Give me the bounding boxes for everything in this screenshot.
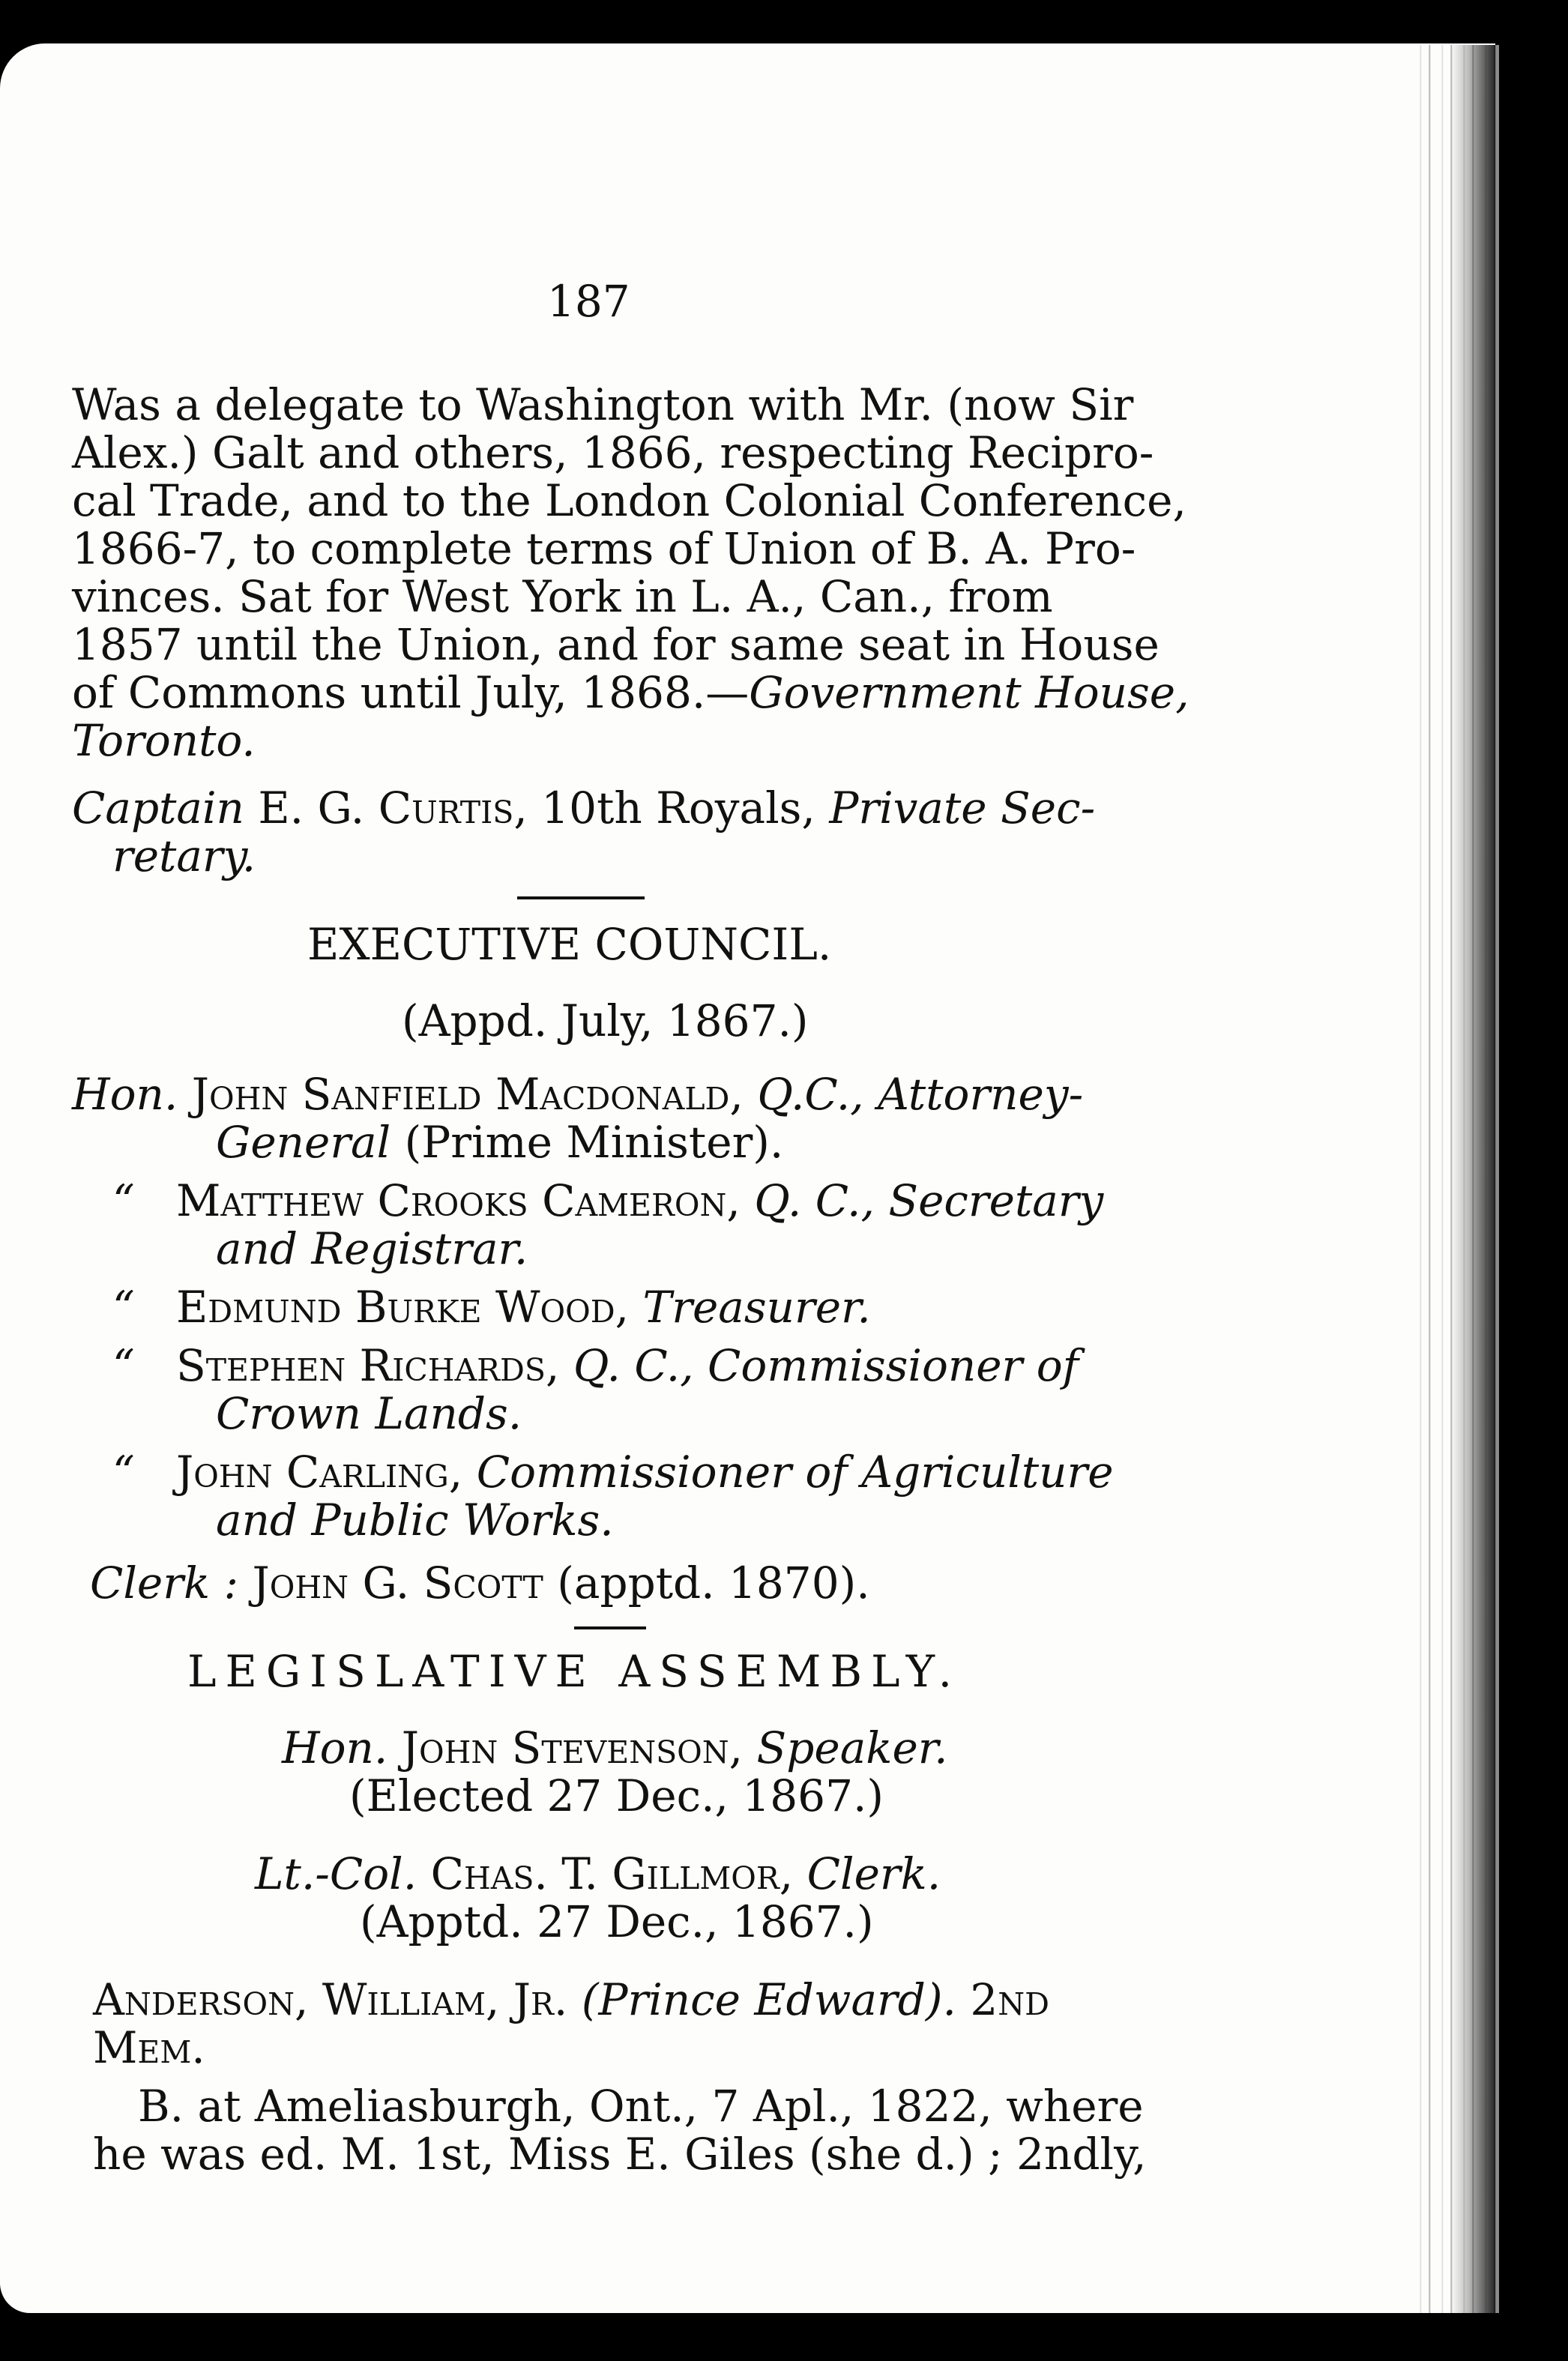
- clerk-prefix: Lt.-Col.: [255, 1848, 417, 1899]
- entry-text: he was ed. M. 1st, Miss E. Giles (she d.) ; 2ndly,: [93, 2129, 1147, 2180]
- intro-line: Alex.) Galt and others, 1866, respecting Recipro-: [72, 427, 1154, 478]
- member-name: Stephen Richards,: [175, 1340, 560, 1391]
- intro-line: vinces. Sat for West York in L. A., Can., from: [72, 571, 1053, 622]
- council-member: [72, 1070, 1083, 1118]
- secretary-regiment: 10th Royals,: [541, 783, 815, 833]
- member-office: Commissioner of Agriculture: [476, 1447, 1114, 1498]
- council-member: [112, 1342, 1079, 1390]
- ditto-mark: “: [112, 1282, 135, 1333]
- intro-line: cal Trade, and to the London Colonial Conference,: [72, 475, 1186, 526]
- member-prefix: Hon.: [72, 1069, 178, 1120]
- assembly-heading: LEGISLATIVE ASSEMBLY.: [187, 1646, 962, 1697]
- page-number: 187: [547, 276, 630, 327]
- speaker-name: John Stevenson,: [401, 1722, 744, 1773]
- clerk-name: John G. Scott: [252, 1558, 543, 1608]
- address-text: Government House,: [749, 667, 1189, 718]
- entry-mem: 2nd: [970, 1974, 1050, 2025]
- secretary-line: [72, 784, 1095, 832]
- member-office-cont: and Public Works.: [216, 1495, 614, 1546]
- intro-line: Was a delegate to Washington with Mr. (now Sir: [72, 379, 1134, 430]
- member-name: Matthew Crooks Cameron,: [175, 1175, 741, 1226]
- ditto-mark: “: [112, 1175, 135, 1226]
- member-office: Q. C., Commissioner of: [573, 1340, 1079, 1391]
- member-name: John Carling,: [175, 1447, 463, 1498]
- member-office-cont: Crown Lands.: [216, 1388, 522, 1439]
- speaker-role: Speaker.: [756, 1722, 948, 1773]
- ditto-mark: “: [112, 1340, 135, 1391]
- speaker-line: [282, 1724, 948, 1772]
- entry-mem-cont: Mem.: [93, 2022, 205, 2073]
- secretary-role: Private Sec-: [829, 783, 1096, 833]
- assembly-clerk-name: Chas. T. Gillmor,: [430, 1848, 794, 1899]
- secretary-name: E. G. Curtis,: [258, 783, 528, 833]
- member-entry-heading: [93, 1976, 1049, 2024]
- secretary-role-cont: retary.: [112, 830, 256, 881]
- member-office-italic: General: [216, 1117, 391, 1168]
- executive-heading: EXECUTIVE COUNCIL.: [307, 919, 832, 970]
- executive-appointed: (Appd. July, 1867.): [402, 995, 809, 1046]
- intro-text: of Commons until July, 1868.—: [72, 667, 750, 718]
- member-office: Q. C., Secretary: [754, 1175, 1104, 1226]
- clerk-date: (apptd. 1870).: [557, 1558, 870, 1608]
- section-divider: [574, 1626, 646, 1629]
- council-member: [112, 1283, 871, 1331]
- member-office: Q.C., Attorney-: [757, 1069, 1084, 1120]
- entry-name: Anderson, William, Jr.: [93, 1974, 568, 2025]
- member-office-plain: (Prime Minister).: [404, 1117, 784, 1168]
- entry-text: B. at Ameliasburgh, Ont., 7 Apl., 1822, where: [138, 2081, 1144, 2132]
- member-office: Treasurer.: [642, 1282, 871, 1333]
- assembly-clerk-role: Clerk.: [806, 1848, 941, 1899]
- council-member: [112, 1177, 1103, 1225]
- council-clerk: [90, 1559, 870, 1607]
- assembly-clerk-line: [255, 1850, 941, 1898]
- section-divider: [517, 896, 645, 899]
- clerk-label: Clerk :: [90, 1558, 239, 1608]
- intro-line: 1857 until the Union, and for same seat in House: [72, 619, 1160, 670]
- intro-line-last: [72, 669, 1189, 717]
- council-member: [112, 1448, 1114, 1496]
- ditto-mark: “: [112, 1447, 135, 1498]
- address-city: Toronto.: [72, 715, 256, 766]
- member-name: Edmund Burke Wood,: [175, 1282, 630, 1333]
- member-office-cont: and Registrar.: [216, 1223, 528, 1274]
- assembly-clerk-appointed: (Apptd. 27 Dec., 1867.): [360, 1896, 874, 1947]
- member-office-cont: [216, 1118, 783, 1166]
- speaker-elected: (Elected 27 Dec., 1867.): [349, 1770, 884, 1821]
- member-name: John Sanfield Macdonald,: [191, 1069, 744, 1120]
- speaker-prefix: Hon.: [282, 1722, 388, 1773]
- intro-line: 1866-7, to complete terms of Union of B. A. Pro-: [72, 523, 1136, 574]
- secretary-title: Captain: [72, 783, 244, 833]
- entry-riding: (Prince Edward).: [581, 1974, 956, 2025]
